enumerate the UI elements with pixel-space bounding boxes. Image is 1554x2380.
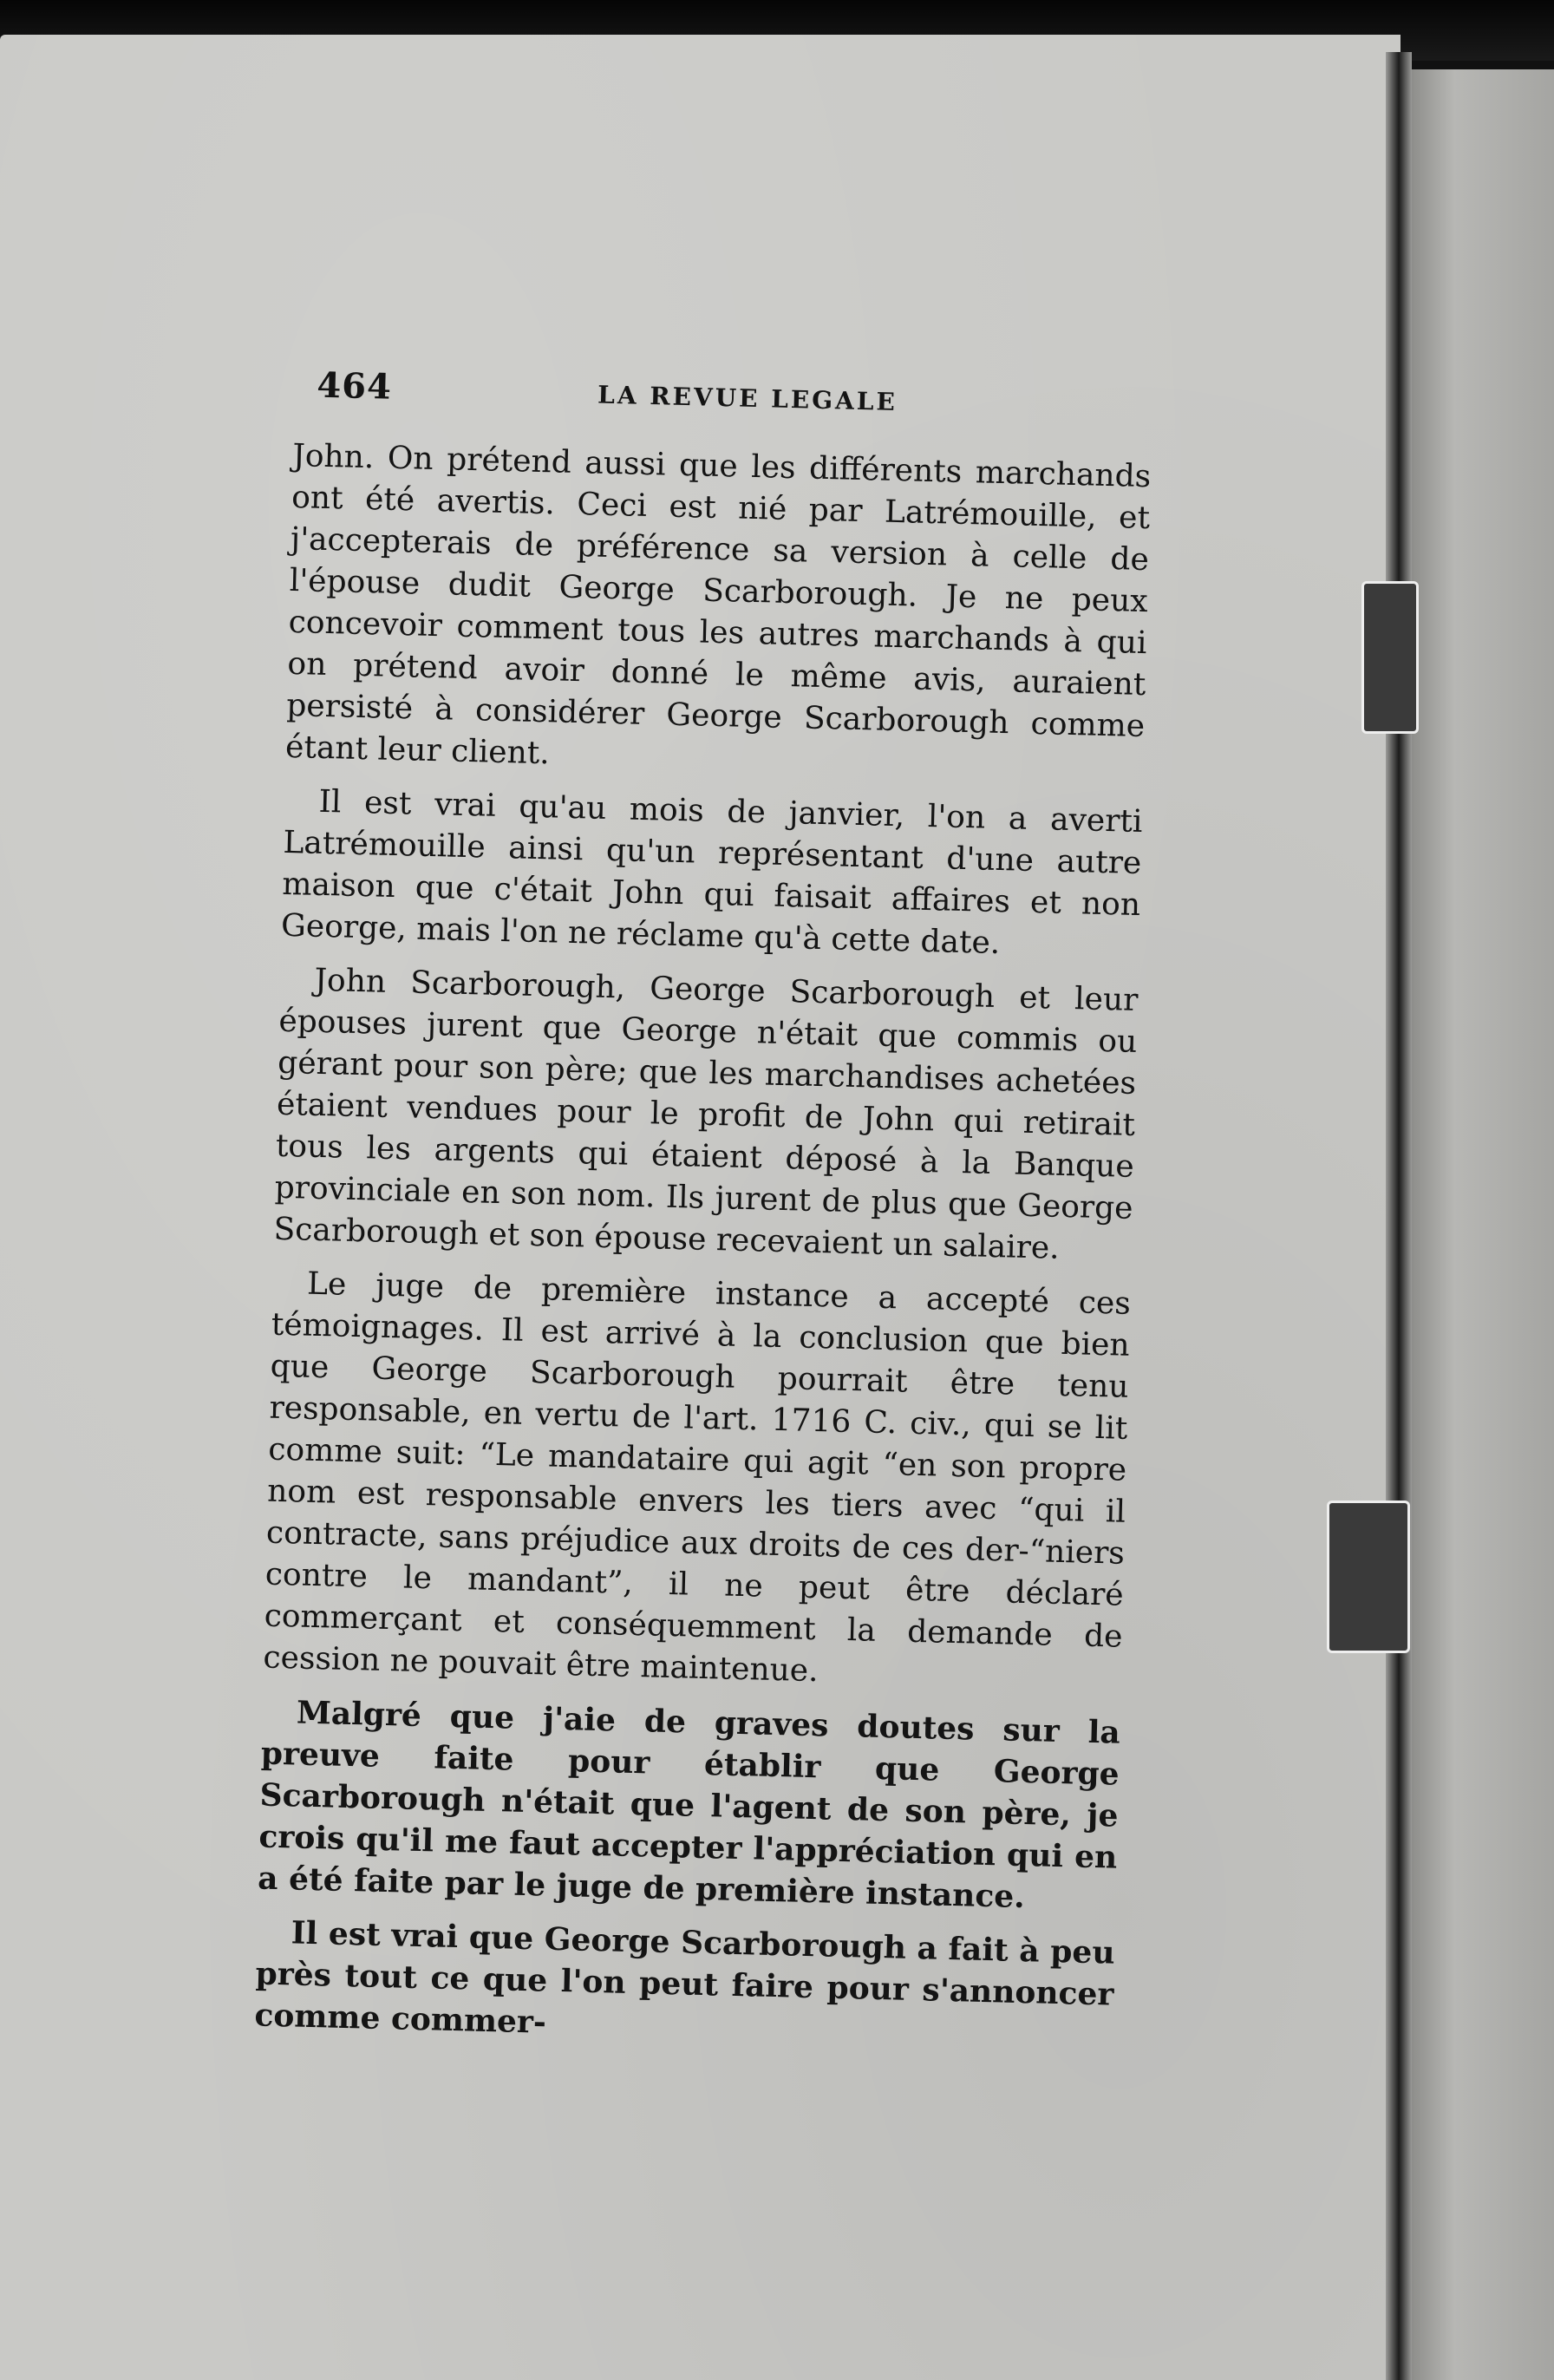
book-gutter — [1386, 52, 1412, 2380]
right-page-edge — [1412, 69, 1554, 2380]
paragraph-1: John. On prétend aussi que les différents marchands ont été avertis. Ceci est nié par Latrémouille, et j'accepterais de préférence sa version à celle de l'épouse dudit George Scarborough. Je ne peux concevoir comment tous les autres marchands à qui on prétend avoir donné le même avis, auraient persisté à considérer George Scarborough comme étant leur client. — [284, 437, 1152, 772]
page-text-block — [254, 364, 1153, 2069]
paragraph-6: Il est vrai que George Scarborough a fait à peu près tout ce que l'on peut faire pour s'annoncer comme commer- — [253, 1914, 1116, 2041]
journal-title: LA REVUE LEGALE — [597, 380, 898, 416]
paragraph-3: John Scarborough, George Scarborough et leur épouses jurent que George n'était que commis ou gérant pour son père; que les marchandises achetées étaient vendues pour le profit de John qui retirait tous les argents qui étaient déposé à la Banque provinciale en son nom. Ils jurent de plus que George Scarborough et son épouse recevaient un salaire. — [273, 962, 1139, 1266]
binding-clip-lower — [1327, 1501, 1410, 1653]
binding-clip-upper — [1361, 581, 1419, 734]
paragraph-5: Malgré que j'aie de graves doutes sur la preuve faite pour établir que George Scarborough n'était que l'agent de son père, je crois qu'il me faut accepter l'appréciation qui en a été faite par le juge de première instance. — [257, 1694, 1121, 1916]
paragraph-2: Il est vrai qu'au mois de janvier, l'on a averti Latrémouille ainsi qu'un représentant d'une autre maison que c'était John qui faisait affaires et non George, mais l'on ne réclame qu'à cette date. — [280, 783, 1143, 962]
paragraph-4: Le juge de première instance a accepté ces témoignages. Il est arrivé à la conclusion que bien que George Scarborough pourrait être tenu responsable, en vertu de l'art. 1716 C. civ., qui se lit comme suit: “Le mandataire qui agit “en son propre nom est responsable envers les tiers avec “qui il contracte, sans préjudice aux droits de ces der-“niers contre le mandant”, il ne peut être déclaré commerçant et conséquemment la demande de cession ne pouvait être maintenue. — [263, 1265, 1132, 1690]
page-number: 464 — [316, 364, 393, 408]
